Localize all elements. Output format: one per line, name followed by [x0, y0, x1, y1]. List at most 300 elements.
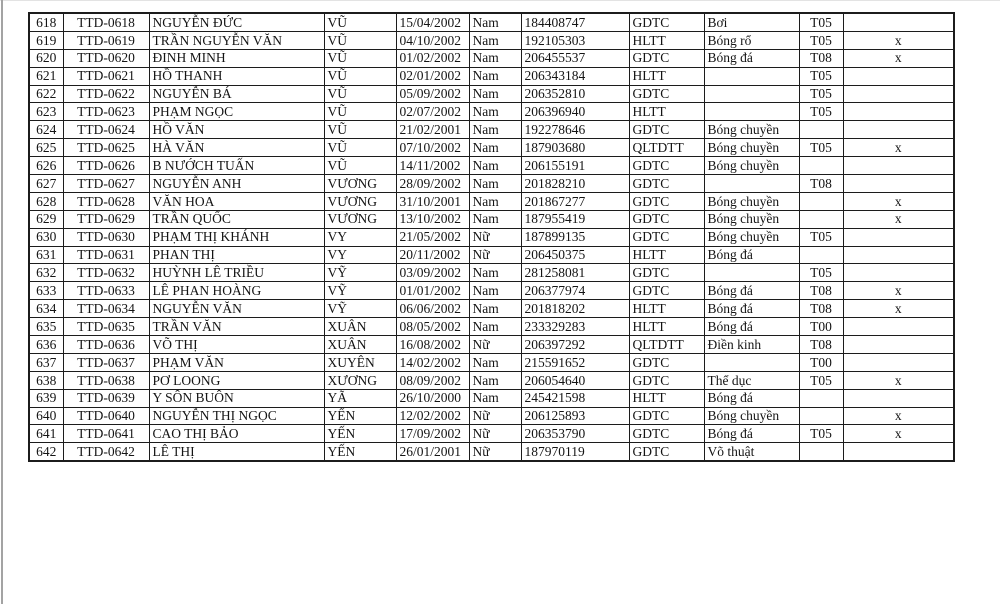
cell-class: T05: [799, 67, 843, 85]
cell-faculty: HLTT: [629, 67, 704, 85]
cell-gender: Nam: [469, 85, 521, 103]
cell-given-name: VY: [324, 228, 396, 246]
cell-gender: Nam: [469, 121, 521, 139]
cell-student-code: TTD-0628: [63, 192, 149, 210]
table-row: [29, 192, 954, 210]
table-row: [29, 389, 954, 407]
cell-mark: x: [843, 371, 954, 389]
cell-given-name: VƯƠNG: [324, 175, 396, 193]
table-row: [29, 13, 954, 31]
table-row: [29, 407, 954, 425]
cell-stt: 618: [29, 13, 63, 31]
cell-sport: [704, 353, 799, 371]
cell-id-number: 206125893: [521, 407, 629, 425]
cell-stt: 626: [29, 157, 63, 175]
cell-class: [799, 389, 843, 407]
cell-name: LÊ PHAN HOÀNG: [149, 282, 324, 300]
cell-sport: Bơi: [704, 13, 799, 31]
cell-gender: Nữ: [469, 407, 521, 425]
cell-faculty: GDTC: [629, 157, 704, 175]
cell-student-code: TTD-0637: [63, 353, 149, 371]
table-row: [29, 49, 954, 67]
cell-mark: [843, 121, 954, 139]
cell-dob: 12/02/2002: [396, 407, 469, 425]
cell-faculty: GDTC: [629, 282, 704, 300]
cell-id-number: 206352810: [521, 85, 629, 103]
cell-sport: Bóng đá: [704, 318, 799, 336]
cell-stt: 630: [29, 228, 63, 246]
cell-sport: [704, 103, 799, 121]
cell-dob: 31/10/2001: [396, 192, 469, 210]
cell-gender: Nữ: [469, 228, 521, 246]
cell-sport: Bóng đá: [704, 389, 799, 407]
cell-class: T05: [799, 13, 843, 31]
cell-stt: 640: [29, 407, 63, 425]
cell-mark: x: [843, 31, 954, 49]
cell-dob: 16/08/2002: [396, 336, 469, 354]
cell-given-name: VƯƠNG: [324, 192, 396, 210]
cell-stt: 620: [29, 49, 63, 67]
cell-dob: 03/09/2002: [396, 264, 469, 282]
cell-student-code: TTD-0631: [63, 246, 149, 264]
cell-name: NGUYỄN VĂN: [149, 300, 324, 318]
cell-name: TRẦN QUỐC: [149, 210, 324, 228]
cell-class: T05: [799, 228, 843, 246]
cell-faculty: GDTC: [629, 425, 704, 443]
cell-name: PHAN THỊ: [149, 246, 324, 264]
cell-gender: Nữ: [469, 425, 521, 443]
cell-stt: 629: [29, 210, 63, 228]
cell-stt: 625: [29, 139, 63, 157]
cell-sport: [704, 264, 799, 282]
cell-given-name: XUYÊN: [324, 353, 396, 371]
cell-id-number: 192278646: [521, 121, 629, 139]
cell-student-code: TTD-0622: [63, 85, 149, 103]
cell-dob: 07/10/2002: [396, 139, 469, 157]
table-row: [29, 318, 954, 336]
cell-stt: 636: [29, 336, 63, 354]
table-row: [29, 425, 954, 443]
cell-class: T05: [799, 103, 843, 121]
cell-dob: 01/02/2002: [396, 49, 469, 67]
cell-gender: Nam: [469, 31, 521, 49]
page-left-edge-line: [1, 0, 3, 604]
cell-id-number: 206054640: [521, 371, 629, 389]
table-row: [29, 443, 954, 461]
cell-gender: Nam: [469, 192, 521, 210]
cell-faculty: GDTC: [629, 371, 704, 389]
cell-mark: x: [843, 210, 954, 228]
cell-sport: Bóng rổ: [704, 31, 799, 49]
cell-student-code: TTD-0634: [63, 300, 149, 318]
cell-class: T08: [799, 175, 843, 193]
cell-gender: Nam: [469, 389, 521, 407]
cell-gender: Nam: [469, 353, 521, 371]
cell-faculty: GDTC: [629, 13, 704, 31]
cell-mark: [843, 318, 954, 336]
cell-stt: 639: [29, 389, 63, 407]
cell-id-number: 281258081: [521, 264, 629, 282]
cell-stt: 627: [29, 175, 63, 193]
cell-gender: Nam: [469, 210, 521, 228]
cell-mark: x: [843, 425, 954, 443]
cell-student-code: TTD-0629: [63, 210, 149, 228]
cell-class: [799, 157, 843, 175]
cell-name: PHẠM THỊ KHÁNH: [149, 228, 324, 246]
cell-name: VĂN HOA: [149, 192, 324, 210]
cell-name: ĐINH MINH: [149, 49, 324, 67]
cell-name: NGUYỄN THỊ NGỌC: [149, 407, 324, 425]
cell-name: CAO THỊ BẢO: [149, 425, 324, 443]
cell-faculty: GDTC: [629, 85, 704, 103]
cell-student-code: TTD-0618: [63, 13, 149, 31]
cell-gender: Nam: [469, 139, 521, 157]
cell-given-name: VỸ: [324, 300, 396, 318]
cell-id-number: 206343184: [521, 67, 629, 85]
cell-sport: Võ thuật: [704, 443, 799, 461]
cell-dob: 01/01/2002: [396, 282, 469, 300]
cell-faculty: GDTC: [629, 443, 704, 461]
cell-id-number: 206396940: [521, 103, 629, 121]
cell-faculty: HLTT: [629, 31, 704, 49]
cell-dob: 15/04/2002: [396, 13, 469, 31]
cell-name: PHẠM VĂN: [149, 353, 324, 371]
page-top-edge-line: [0, 0, 1000, 1]
cell-class: T00: [799, 353, 843, 371]
cell-student-code: TTD-0627: [63, 175, 149, 193]
cell-id-number: 192105303: [521, 31, 629, 49]
cell-stt: 621: [29, 67, 63, 85]
cell-gender: Nam: [469, 49, 521, 67]
cell-given-name: XUÂN: [324, 318, 396, 336]
cell-stt: 634: [29, 300, 63, 318]
cell-mark: [843, 246, 954, 264]
cell-student-code: TTD-0619: [63, 31, 149, 49]
cell-faculty: QLTDTT: [629, 336, 704, 354]
cell-student-code: TTD-0620: [63, 49, 149, 67]
cell-mark: [843, 103, 954, 121]
cell-class: T05: [799, 264, 843, 282]
cell-gender: Nam: [469, 13, 521, 31]
cell-mark: x: [843, 192, 954, 210]
cell-sport: Bóng chuyền: [704, 192, 799, 210]
cell-student-code: TTD-0636: [63, 336, 149, 354]
cell-mark: x: [843, 139, 954, 157]
cell-student-code: TTD-0641: [63, 425, 149, 443]
cell-name: Y SÔN BUÔN: [149, 389, 324, 407]
cell-given-name: VŨ: [324, 31, 396, 49]
cell-faculty: GDTC: [629, 192, 704, 210]
cell-id-number: 184408747: [521, 13, 629, 31]
cell-student-code: TTD-0642: [63, 443, 149, 461]
cell-dob: 14/11/2002: [396, 157, 469, 175]
table-row: [29, 103, 954, 121]
cell-id-number: 201867277: [521, 192, 629, 210]
cell-given-name: YẾN: [324, 407, 396, 425]
cell-mark: [843, 67, 954, 85]
table-row: [29, 121, 954, 139]
cell-given-name: YẾN: [324, 443, 396, 461]
cell-stt: 624: [29, 121, 63, 139]
cell-dob: 04/10/2002: [396, 31, 469, 49]
cell-stt: 628: [29, 192, 63, 210]
cell-mark: [843, 264, 954, 282]
cell-faculty: HLTT: [629, 103, 704, 121]
cell-stt: 623: [29, 103, 63, 121]
cell-student-code: TTD-0625: [63, 139, 149, 157]
cell-given-name: VỸ: [324, 282, 396, 300]
cell-given-name: XƯƠNG: [324, 371, 396, 389]
cell-given-name: VƯƠNG: [324, 210, 396, 228]
cell-faculty: GDTC: [629, 407, 704, 425]
cell-class: T08: [799, 282, 843, 300]
cell-dob: 06/06/2002: [396, 300, 469, 318]
cell-given-name: VỸ: [324, 264, 396, 282]
cell-id-number: 187970119: [521, 443, 629, 461]
cell-name: HỒ VĂN: [149, 121, 324, 139]
table-row: [29, 336, 954, 354]
cell-name: TRẦN VĂN: [149, 318, 324, 336]
cell-class: T05: [799, 371, 843, 389]
cell-sport: Bóng chuyền: [704, 407, 799, 425]
cell-class: T08: [799, 336, 843, 354]
cell-gender: Nữ: [469, 246, 521, 264]
cell-given-name: VŨ: [324, 85, 396, 103]
cell-student-code: TTD-0623: [63, 103, 149, 121]
cell-sport: Bóng chuyền: [704, 139, 799, 157]
cell-given-name: VY: [324, 246, 396, 264]
cell-faculty: QLTDTT: [629, 139, 704, 157]
cell-name: NGUYỄN ĐỨC: [149, 13, 324, 31]
cell-mark: [843, 336, 954, 354]
cell-student-code: TTD-0632: [63, 264, 149, 282]
cell-sport: Bóng đá: [704, 49, 799, 67]
cell-dob: 26/01/2001: [396, 443, 469, 461]
cell-id-number: 187955419: [521, 210, 629, 228]
cell-id-number: 206353790: [521, 425, 629, 443]
cell-class: [799, 210, 843, 228]
cell-mark: [843, 175, 954, 193]
cell-sport: Bóng đá: [704, 246, 799, 264]
cell-stt: 619: [29, 31, 63, 49]
cell-dob: 02/01/2002: [396, 67, 469, 85]
cell-faculty: HLTT: [629, 318, 704, 336]
cell-faculty: GDTC: [629, 175, 704, 193]
cell-given-name: YẾN: [324, 425, 396, 443]
cell-class: [799, 192, 843, 210]
table-row: [29, 157, 954, 175]
cell-sport: Thể dục: [704, 371, 799, 389]
cell-id-number: 206377974: [521, 282, 629, 300]
cell-sport: Bóng chuyền: [704, 228, 799, 246]
cell-gender: Nam: [469, 175, 521, 193]
cell-dob: 13/10/2002: [396, 210, 469, 228]
cell-stt: 635: [29, 318, 63, 336]
cell-name: PƠ LOONG: [149, 371, 324, 389]
cell-gender: Nam: [469, 300, 521, 318]
cell-stt: 641: [29, 425, 63, 443]
cell-dob: 20/11/2002: [396, 246, 469, 264]
cell-dob: 14/02/2002: [396, 353, 469, 371]
cell-name: LÊ THỊ: [149, 443, 324, 461]
cell-stt: 632: [29, 264, 63, 282]
cell-faculty: HLTT: [629, 246, 704, 264]
cell-sport: Bóng đá: [704, 300, 799, 318]
cell-class: [799, 121, 843, 139]
table-row: [29, 139, 954, 157]
cell-class: [799, 443, 843, 461]
cell-id-number: 201818202: [521, 300, 629, 318]
table-row: [29, 228, 954, 246]
cell-dob: 21/02/2001: [396, 121, 469, 139]
cell-dob: 28/09/2002: [396, 175, 469, 193]
cell-class: [799, 407, 843, 425]
cell-id-number: 206450375: [521, 246, 629, 264]
table-row: [29, 371, 954, 389]
cell-given-name: VŨ: [324, 103, 396, 121]
cell-gender: Nam: [469, 157, 521, 175]
cell-gender: Nam: [469, 264, 521, 282]
cell-student-code: TTD-0630: [63, 228, 149, 246]
cell-stt: 637: [29, 353, 63, 371]
cell-sport: [704, 67, 799, 85]
cell-mark: x: [843, 407, 954, 425]
cell-name: NGUYỄN ANH: [149, 175, 324, 193]
cell-faculty: HLTT: [629, 389, 704, 407]
cell-mark: [843, 13, 954, 31]
cell-mark: x: [843, 300, 954, 318]
student-roster-table: [28, 12, 955, 462]
cell-gender: Nam: [469, 318, 521, 336]
cell-dob: 08/09/2002: [396, 371, 469, 389]
cell-given-name: VŨ: [324, 157, 396, 175]
cell-dob: 05/09/2002: [396, 85, 469, 103]
cell-id-number: 215591652: [521, 353, 629, 371]
cell-name: B NƯỚCH TUẤN: [149, 157, 324, 175]
cell-class: [799, 246, 843, 264]
cell-mark: [843, 353, 954, 371]
cell-name: HÀ VĂN: [149, 139, 324, 157]
cell-gender: Nam: [469, 282, 521, 300]
cell-faculty: GDTC: [629, 210, 704, 228]
cell-class: T00: [799, 318, 843, 336]
cell-given-name: YÃ: [324, 389, 396, 407]
table-row: [29, 300, 954, 318]
cell-mark: x: [843, 49, 954, 67]
cell-mark: [843, 228, 954, 246]
cell-student-code: TTD-0640: [63, 407, 149, 425]
table-row: [29, 31, 954, 49]
cell-id-number: 206397292: [521, 336, 629, 354]
table-row: [29, 85, 954, 103]
cell-stt: 638: [29, 371, 63, 389]
table-row: [29, 353, 954, 371]
cell-id-number: 187903680: [521, 139, 629, 157]
cell-stt: 631: [29, 246, 63, 264]
cell-gender: Nam: [469, 67, 521, 85]
cell-name: TRẦN NGUYỄN VĂN: [149, 31, 324, 49]
cell-dob: 08/05/2002: [396, 318, 469, 336]
cell-sport: Bóng chuyền: [704, 121, 799, 139]
cell-class: T05: [799, 139, 843, 157]
table-row: [29, 282, 954, 300]
cell-sport: Bóng đá: [704, 425, 799, 443]
cell-mark: [843, 443, 954, 461]
cell-id-number: 206455537: [521, 49, 629, 67]
cell-student-code: TTD-0639: [63, 389, 149, 407]
cell-student-code: TTD-0638: [63, 371, 149, 389]
cell-class: T08: [799, 49, 843, 67]
cell-name: VÕ THỊ: [149, 336, 324, 354]
cell-sport: Bóng chuyền: [704, 210, 799, 228]
cell-stt: 642: [29, 443, 63, 461]
cell-student-code: TTD-0621: [63, 67, 149, 85]
cell-name: HỒ THANH: [149, 67, 324, 85]
cell-faculty: GDTC: [629, 353, 704, 371]
cell-faculty: GDTC: [629, 121, 704, 139]
cell-stt: 622: [29, 85, 63, 103]
cell-sport: [704, 175, 799, 193]
table-row: [29, 67, 954, 85]
cell-faculty: HLTT: [629, 300, 704, 318]
cell-faculty: GDTC: [629, 228, 704, 246]
cell-mark: [843, 85, 954, 103]
cell-given-name: XUÂN: [324, 336, 396, 354]
cell-id-number: 206155191: [521, 157, 629, 175]
cell-dob: 21/05/2002: [396, 228, 469, 246]
cell-sport: Bóng chuyền: [704, 157, 799, 175]
table-row: [29, 246, 954, 264]
table-row: [29, 175, 954, 193]
cell-student-code: TTD-0626: [63, 157, 149, 175]
cell-mark: [843, 389, 954, 407]
cell-name: PHẠM NGỌC: [149, 103, 324, 121]
cell-gender: Nam: [469, 103, 521, 121]
cell-class: T05: [799, 31, 843, 49]
cell-given-name: VŨ: [324, 67, 396, 85]
cell-dob: 26/10/2000: [396, 389, 469, 407]
cell-stt: 633: [29, 282, 63, 300]
cell-id-number: 245421598: [521, 389, 629, 407]
cell-sport: [704, 85, 799, 103]
cell-given-name: VŨ: [324, 139, 396, 157]
cell-student-code: TTD-0635: [63, 318, 149, 336]
roster-body: [29, 13, 954, 461]
cell-mark: [843, 157, 954, 175]
cell-given-name: VŨ: [324, 13, 396, 31]
cell-id-number: 233329283: [521, 318, 629, 336]
cell-student-code: TTD-0624: [63, 121, 149, 139]
cell-gender: Nữ: [469, 443, 521, 461]
cell-id-number: 201828210: [521, 175, 629, 193]
cell-sport: Điền kinh: [704, 336, 799, 354]
cell-class: T05: [799, 425, 843, 443]
cell-name: HUỲNH LÊ TRIỀU: [149, 264, 324, 282]
cell-dob: 02/07/2002: [396, 103, 469, 121]
cell-id-number: 187899135: [521, 228, 629, 246]
cell-dob: 17/09/2002: [396, 425, 469, 443]
cell-given-name: VŨ: [324, 49, 396, 67]
cell-faculty: GDTC: [629, 264, 704, 282]
cell-gender: Nữ: [469, 336, 521, 354]
cell-faculty: GDTC: [629, 49, 704, 67]
cell-sport: Bóng đá: [704, 282, 799, 300]
cell-gender: Nam: [469, 371, 521, 389]
cell-class: T05: [799, 85, 843, 103]
cell-given-name: VŨ: [324, 121, 396, 139]
cell-name: NGUYỄN BÁ: [149, 85, 324, 103]
cell-student-code: TTD-0633: [63, 282, 149, 300]
